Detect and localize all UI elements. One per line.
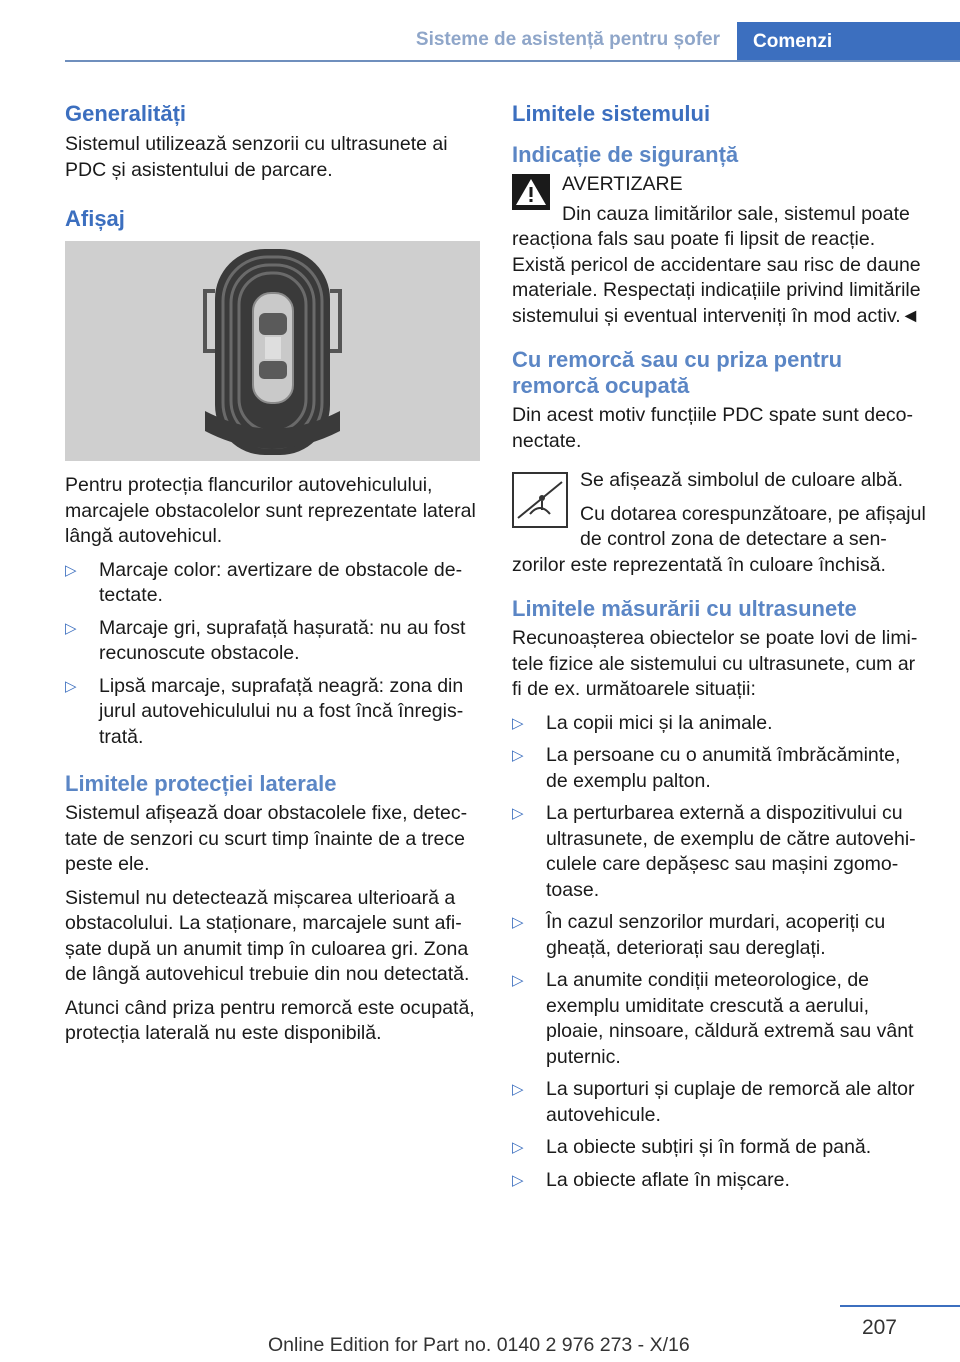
list-item: ▷ La obiecte aflate în mișcare. <box>512 1168 927 1194</box>
paragraph-trailer: Din acest motiv funcțiile PDC spate sunt deconectate. <box>512 404 914 452</box>
paragraph-limits-2: Sistemul nu detectează mișcarea ulterioară a obstacolului. La staționare, marcajele sunt afișate după un anumit timp în culoarea gri. Zona de lângă autovehicul trebuie din nou detectată. <box>65 886 470 985</box>
paragraph-display: Pentru protecția flancurilor autovehiculului, marcajele obstacolelor sunt reprezentate lateral lângă autovehicul. <box>65 474 476 547</box>
list-item: ▷ La perturbarea externă a dispozitivului cu ultrasunete, de exemplu de către autovehiculele care depășesc sau mașini zgomotoase. <box>512 802 916 901</box>
heading-display: Afișaj <box>65 206 125 231</box>
paragraph-limits-3: Atunci când priza pentru remorcă este ocupată, protecția laterală nu este disponibilă. <box>65 996 475 1044</box>
triangle-bullet-icon: ▷ <box>512 972 524 989</box>
triangle-bullet-icon: ▷ <box>512 1171 524 1189</box>
edition-footer: Online Edition for Part no. 0140 2 976 273 - X/16 <box>268 1334 690 1356</box>
list-item: ▷ La anumite condiții meteorologice, de exemplu umiditate crescută a aerului, ploaie, ninsoare, căldură extremă sau vânt puternic. <box>512 969 914 1068</box>
triangle-bullet-icon: ▷ <box>512 747 524 764</box>
paragraph-ultrasonic: Recunoașterea obiectelor se poate lovi de limitele fizice ale sistemului cu ultrasunete, cum ar fi de ex. următoarele situații: <box>512 627 918 700</box>
paragraph-general: Sistemul utilizează senzorii cu ultrasunete ai PDC și asistentului de parcare. <box>65 133 448 181</box>
list-item: ▷ Marcaje color: avertizare de obstacole detectate. <box>65 558 463 606</box>
list-item: ▷ Lipsă marcaje, suprafață neagră: zona din jurul autovehiculului nu a fost încă înregistrată. <box>65 674 464 748</box>
triangle-bullet-icon: ▷ <box>65 619 77 637</box>
header-section-title: Sisteme de asistență pentru șofer <box>415 29 720 50</box>
heading-general: Generalități <box>65 101 187 126</box>
paragraph-symbol-2: Cu dotarea corespunzătoare, pe afișajul de control zona de detectare a senzorilor este reprezentată în culoare închisă. <box>512 502 926 576</box>
list-item: ▷ La copii mici și la animale. <box>512 711 927 737</box>
triangle-bullet-icon: ▷ <box>65 561 77 579</box>
list-item: ▷ La persoane cu o anumită îmbrăcăminte, de exemplu palton. <box>512 744 901 792</box>
list-item: ▷ Marcaje gri, suprafață hașurată: nu au fost recunoscute obstacole. <box>65 616 466 664</box>
ultrasonic-bullet-list <box>512 711 927 1194</box>
heading-trailer: Cu remorcă sau cu priza pentru remorcă ocupată <box>512 347 843 398</box>
heading-ultrasonic-limits: Limitele măsurării cu ultrasunete <box>512 596 857 621</box>
footer-rule <box>840 1305 960 1307</box>
triangle-bullet-icon: ▷ <box>512 714 524 732</box>
header-rule <box>65 60 960 62</box>
heading-lateral-limits: Limitele protecției laterale <box>65 771 337 796</box>
triangle-bullet-icon: ▷ <box>512 1081 524 1098</box>
car-top-view-icon <box>65 241 480 461</box>
header-tab[interactable]: Comenzi <box>737 22 960 62</box>
paragraph-symbol-1: Se afișează simbolul de culoare albă. <box>580 469 904 491</box>
page-number: 207 <box>861 1316 897 1339</box>
paragraph-limits-1: Sistemul afișează doar obstacolele fixe, detectate de senzori cu scurt timp înainte de a trece peste ele. <box>65 802 468 875</box>
list-item: ▷ În cazul senzorilor murdari, acoperiți cu gheață, deteriorați sau dereglați. <box>512 911 886 959</box>
parking-display-figure <box>65 241 480 461</box>
heading-system-limits: Limitele sistemului <box>512 101 711 126</box>
symbol-block <box>512 468 927 578</box>
warning-text: Din cauza limitărilor sale, sistemul poate reacționa fals sau poate fi lipsit de reacție. Există pericol de accidentare sau risc de daune materiale. Respectați indicațiile privind limitările sistemului și eventual interveniți în mod activ.◄ <box>512 202 921 327</box>
list-item: ▷ La suporturi și cuplaje de remorcă ale altor autovehicule. <box>512 1078 915 1126</box>
left-column <box>65 100 480 1055</box>
trailer-pdc-symbol-icon <box>512 472 568 528</box>
triangle-bullet-icon: ▷ <box>512 805 524 822</box>
warning-block <box>512 172 927 329</box>
triangle-bullet-icon: ▷ <box>512 1139 524 1156</box>
heading-safety: Indicație de siguranță <box>512 142 739 167</box>
right-column <box>512 100 927 1200</box>
warning-triangle-icon <box>512 174 550 210</box>
warning-title: AVERTIZARE <box>562 173 683 195</box>
display-bullet-list <box>65 558 480 751</box>
triangle-bullet-icon: ▷ <box>65 677 77 695</box>
triangle-bullet-icon: ▷ <box>512 914 524 931</box>
list-item: ▷ La obiecte subțiri și în formă de pană. <box>512 1135 927 1161</box>
